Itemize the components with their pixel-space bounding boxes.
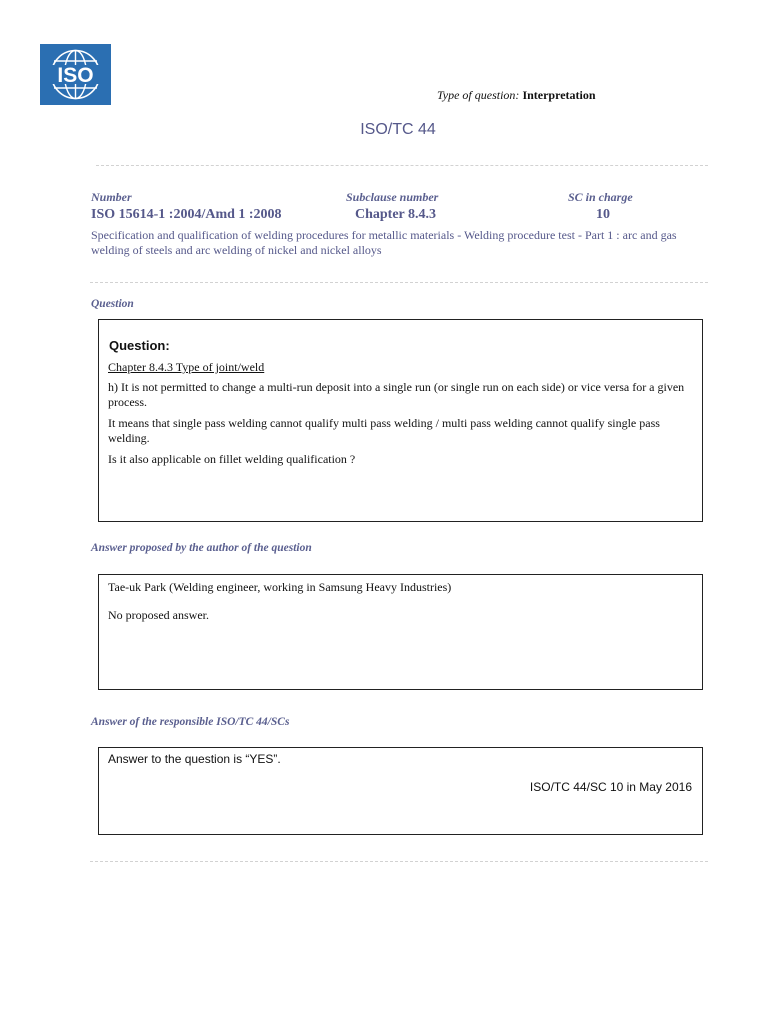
type-of-question-value: Interpretation [522, 88, 596, 102]
question-paragraph-2: It means that single pass welding cannot qualify multi pass welding / multi pass welding cannot qualify single pass welding. [108, 416, 660, 445]
committee-answer-signature: ISO/TC 44/SC 10 in May 2016 [529, 780, 692, 794]
divider [90, 861, 708, 862]
question-chapter: Chapter 8.4.3 Type of joint/weld [108, 360, 265, 374]
sc-number: 10 [596, 207, 610, 222]
question-title: Question: [109, 338, 170, 353]
committee-answer-box [98, 747, 703, 835]
number-label: Number [91, 190, 132, 204]
iso-logo [40, 44, 111, 105]
type-of-question-label: Type of question: [437, 88, 520, 102]
iso-globe-icon [40, 44, 111, 105]
author-name: Tae-uk Park (Welding engineer, working in Samsung Heavy Industries) [108, 580, 452, 594]
divider [96, 165, 708, 166]
standard-number: ISO 15614-1 :2004/Amd 1 :2008 [91, 207, 282, 222]
page-title: ISO/TC 44 [360, 121, 436, 138]
author-proposed-answer: No proposed answer. [108, 608, 209, 622]
iso-logo-text: ISO [57, 64, 94, 87]
committee-answer-label: Answer of the responsible ISO/TC 44/SCs [91, 716, 290, 728]
author-answer-label: Answer proposed by the author of the question [91, 542, 312, 554]
type-of-question [437, 88, 596, 103]
sc-label: SC in charge [568, 190, 633, 204]
committee-answer-text: Answer to the question is “YES”. [108, 752, 281, 766]
subclause-label: Subclause number [346, 190, 439, 204]
question-paragraph-1: h) It is not permitted to change a multi-run deposit into a single run (or single run on each side) or vice versa for a given process. [108, 380, 685, 409]
author-answer-box [98, 574, 703, 690]
question-paragraph-3: Is it also applicable on fillet welding qualification ? [108, 452, 356, 466]
question-section-label: Question [91, 298, 134, 310]
divider [90, 282, 708, 283]
standard-description: Specification and qualification of welding procedures for metallic materials - Welding procedure test - Part 1 : arc and gas welding of steels and arc welding of nickel and nickel alloys [91, 228, 677, 257]
question-box [98, 319, 703, 522]
subclause-number: Chapter 8.4.3 [355, 207, 437, 222]
